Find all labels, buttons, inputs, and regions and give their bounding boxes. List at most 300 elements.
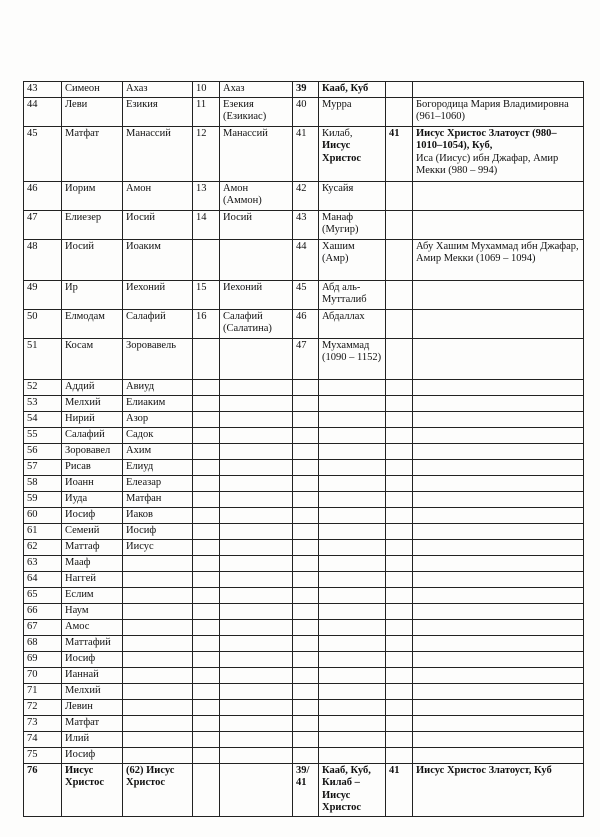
cell-name-col4: [319, 732, 386, 748]
cell-name-col2: [123, 380, 193, 396]
cell-name-col2: [123, 281, 193, 310]
cell-name-col3: [220, 444, 293, 460]
cell-row-number-3: [293, 652, 319, 668]
cell-row-number-3: [293, 684, 319, 700]
cell-name-col5: [413, 604, 584, 620]
cell-row-number-4: [386, 556, 413, 572]
name-col1-text: Салафий: [65, 429, 105, 440]
cell-name-col2: [123, 652, 193, 668]
name-col1-text: Нирий: [65, 413, 95, 424]
cell-name-col1: [62, 98, 123, 127]
row-number-3-text: 44: [296, 241, 307, 252]
name-col4-text: Мухаммад (1090 – 1152): [322, 340, 382, 364]
table-row: [24, 240, 584, 281]
cell-name-col3: [220, 380, 293, 396]
cell-row-number: [24, 460, 62, 476]
name-col4-text: Килаб,: [322, 128, 353, 139]
cell-name-col1: [62, 476, 123, 492]
cell-name-col4: [319, 700, 386, 716]
cell-row-number-2: [193, 444, 220, 460]
cell-row-number-2: [193, 82, 220, 98]
table-row: [24, 476, 584, 492]
row-number-text: 61: [27, 525, 38, 536]
cell-name-col2: [123, 588, 193, 604]
cell-row-number-3: [293, 211, 319, 240]
cell-name-col5: [413, 588, 584, 604]
row-number-3-text: 39/ 41: [296, 765, 310, 789]
cell-name-col2: [123, 82, 193, 98]
cell-row-number: [24, 281, 62, 310]
cell-row-number-3: [293, 524, 319, 540]
name-col1-text: Елмодам: [65, 311, 105, 322]
cell-row-number-2: [193, 572, 220, 588]
cell-name-col5: [413, 396, 584, 412]
cell-row-number-2: [193, 412, 220, 428]
cell-name-col3: [220, 716, 293, 732]
cell-row-number: [24, 508, 62, 524]
cell-name-col4: [319, 444, 386, 460]
row-number-text: 64: [27, 573, 38, 584]
name-col1-text: Мааф: [65, 557, 91, 568]
cell-row-number-2: [193, 339, 220, 380]
table-row: [24, 82, 584, 98]
cell-row-number-2: [193, 281, 220, 310]
name-col3-text: Иосий: [223, 212, 252, 223]
cell-row-number-4: [386, 604, 413, 620]
name-col1-text: Маттаф: [65, 541, 100, 552]
cell-row-number-3: [293, 396, 319, 412]
cell-row-number: [24, 540, 62, 556]
cell-row-number-2: [193, 588, 220, 604]
cell-name-col1: [62, 240, 123, 281]
cell-row-number-4: [386, 668, 413, 684]
name-col2-text: Иисус: [126, 541, 154, 552]
cell-name-col1: [62, 339, 123, 380]
cell-name-col5: [413, 748, 584, 764]
cell-row-number: [24, 127, 62, 182]
row-number-text: 76: [27, 765, 38, 776]
table-row: [24, 98, 584, 127]
cell-name-col5: [413, 700, 584, 716]
name-col1-text: Илий: [65, 733, 90, 744]
table-row: [24, 444, 584, 460]
name-col2-text: Езикия: [126, 99, 158, 110]
cell-name-col4: [319, 428, 386, 444]
cell-row-number-2: [193, 540, 220, 556]
cell-name-col5: [413, 182, 584, 211]
cell-name-col2: [123, 492, 193, 508]
cell-name-col2: [123, 339, 193, 380]
cell-row-number-3: [293, 508, 319, 524]
cell-row-number-2: [193, 556, 220, 572]
cell-row-number-3: [293, 700, 319, 716]
cell-row-number-4: [386, 396, 413, 412]
cell-name-col2: [123, 444, 193, 460]
cell-name-col1: [62, 652, 123, 668]
cell-row-number: [24, 668, 62, 684]
cell-row-number: [24, 700, 62, 716]
cell-name-col2: [123, 412, 193, 428]
cell-name-col2: [123, 524, 193, 540]
cell-row-number-4: [386, 508, 413, 524]
name-col5-text: Иисус Христос Златоуст, Куб: [416, 765, 552, 776]
cell-name-col4: [319, 460, 386, 476]
name-col1-text: Иисус Христос: [65, 765, 105, 789]
cell-row-number: [24, 310, 62, 339]
cell-row-number-2: [193, 620, 220, 636]
cell-name-col4: [319, 684, 386, 700]
cell-row-number-2: [193, 460, 220, 476]
cell-row-number-2: [193, 310, 220, 339]
cell-name-col2: [123, 716, 193, 732]
cell-row-number-4: [386, 444, 413, 460]
cell-name-col5: [413, 764, 584, 817]
cell-name-col4: [319, 492, 386, 508]
cell-name-col4: [319, 668, 386, 684]
cell-row-number-2: [193, 764, 220, 817]
cell-name-col1: [62, 572, 123, 588]
name-col1-text: Мелхий: [65, 685, 101, 696]
cell-name-col3: [220, 508, 293, 524]
name-col4-text: Манаф (Мугир): [322, 212, 359, 236]
table-row: [24, 524, 584, 540]
cell-row-number-3: [293, 281, 319, 310]
cell-row-number-2: [193, 182, 220, 211]
cell-name-col2: [123, 620, 193, 636]
cell-row-number: [24, 636, 62, 652]
row-number-2-text: 15: [196, 282, 207, 293]
cell-name-col4: [319, 556, 386, 572]
cell-name-col1: [62, 588, 123, 604]
cell-name-col1: [62, 508, 123, 524]
table-row: [24, 732, 584, 748]
table-row: [24, 684, 584, 700]
cell-row-number-3: [293, 636, 319, 652]
cell-name-col5: [413, 428, 584, 444]
cell-name-col1: [62, 540, 123, 556]
name-col1-text: Матфат: [65, 128, 100, 139]
name-col1-text: Наум: [65, 605, 89, 616]
name-col2-text: Азор: [126, 413, 149, 424]
row-number-text: 44: [27, 99, 38, 110]
name-col2-text: Иоаким: [126, 241, 161, 252]
cell-row-number-2: [193, 508, 220, 524]
cell-name-col5: [413, 540, 584, 556]
cell-name-col2: [123, 476, 193, 492]
cell-row-number-2: [193, 380, 220, 396]
cell-name-col1: [62, 620, 123, 636]
cell-row-number-4: [386, 182, 413, 211]
name-col1-text: Левин: [65, 701, 93, 712]
cell-row-number-2: [193, 492, 220, 508]
cell-name-col4: [319, 82, 386, 98]
name-col2-text: Елиаким: [126, 397, 166, 408]
cell-row-number-2: [193, 748, 220, 764]
row-number-text: 49: [27, 282, 38, 293]
cell-row-number-3: [293, 492, 319, 508]
cell-name-col2: [123, 764, 193, 817]
cell-row-number-4: [386, 281, 413, 310]
cell-name-col4: [319, 281, 386, 310]
cell-name-col5: [413, 98, 584, 127]
table-row: [24, 508, 584, 524]
cell-name-col2: [123, 127, 193, 182]
cell-row-number: [24, 428, 62, 444]
cell-name-col3: [220, 732, 293, 748]
cell-name-col4: [319, 339, 386, 380]
table-row: [24, 182, 584, 211]
cell-row-number-4: [386, 716, 413, 732]
cell-name-col3: [220, 98, 293, 127]
row-number-4-text: 41: [389, 765, 400, 776]
cell-row-number-3: [293, 182, 319, 211]
cell-row-number-3: [293, 588, 319, 604]
cell-name-col4: [319, 476, 386, 492]
cell-row-number-4: [386, 412, 413, 428]
cell-name-col3: [220, 211, 293, 240]
row-number-text: 55: [27, 429, 38, 440]
row-number-text: 58: [27, 477, 38, 488]
cell-name-col2: [123, 98, 193, 127]
cell-row-number-4: [386, 240, 413, 281]
cell-row-number-3: [293, 668, 319, 684]
row-number-text: 69: [27, 653, 38, 664]
cell-row-number: [24, 476, 62, 492]
row-number-text: 56: [27, 445, 38, 456]
cell-name-col5: [413, 127, 584, 182]
cell-name-col5: [413, 572, 584, 588]
row-number-3-text: 45: [296, 282, 307, 293]
cell-name-col1: [62, 524, 123, 540]
cell-name-col3: [220, 460, 293, 476]
name-col1-text: Рисав: [65, 461, 91, 472]
cell-name-col5: [413, 556, 584, 572]
name-col1-text: Иосиф: [65, 749, 96, 760]
cell-name-col5: [413, 636, 584, 652]
cell-name-col3: [220, 428, 293, 444]
cell-name-col3: [220, 764, 293, 817]
cell-row-number-4: [386, 764, 413, 817]
name-col3-text: Манассий: [223, 128, 268, 139]
name-col2-text: Матфан: [126, 493, 162, 504]
table-row: [24, 556, 584, 572]
cell-row-number: [24, 444, 62, 460]
cell-row-number-4: [386, 428, 413, 444]
cell-row-number: [24, 339, 62, 380]
cell-name-col2: [123, 540, 193, 556]
cell-name-col4: [319, 127, 386, 182]
cell-row-number-4: [386, 620, 413, 636]
cell-name-col1: [62, 281, 123, 310]
row-number-text: 50: [27, 311, 38, 322]
cell-row-number-2: [193, 428, 220, 444]
cell-row-number-2: [193, 684, 220, 700]
name-col3-text: Иехоний: [223, 282, 263, 293]
cell-row-number-4: [386, 492, 413, 508]
cell-name-col2: [123, 668, 193, 684]
cell-row-number: [24, 82, 62, 98]
table-row: [24, 604, 584, 620]
cell-name-col4: [319, 182, 386, 211]
cell-name-col3: [220, 556, 293, 572]
cell-row-number: [24, 652, 62, 668]
row-number-text: 54: [27, 413, 38, 424]
name-col1-text: Иосиф: [65, 653, 96, 664]
name-col2-text: Иехоний: [126, 282, 166, 293]
cell-row-number: [24, 98, 62, 127]
name-col2-text: Иосиф: [126, 525, 157, 536]
row-number-3-text: 47: [296, 340, 307, 351]
cell-name-col4: [319, 620, 386, 636]
cell-name-col1: [62, 716, 123, 732]
name-col4-text: Кааб, Куб: [322, 83, 369, 94]
cell-name-col3: [220, 310, 293, 339]
cell-name-col5: [413, 444, 584, 460]
cell-row-number-3: [293, 540, 319, 556]
genealogy-table: [23, 81, 584, 817]
cell-row-number: [24, 604, 62, 620]
cell-row-number: [24, 211, 62, 240]
cell-name-col5: [413, 240, 584, 281]
cell-row-number-4: [386, 524, 413, 540]
cell-name-col3: [220, 748, 293, 764]
name-col1-text: Косам: [65, 340, 94, 351]
cell-row-number-3: [293, 476, 319, 492]
name-col2-text: Елеазар: [126, 477, 162, 488]
cell-name-col4: [319, 604, 386, 620]
cell-name-col5: [413, 716, 584, 732]
cell-name-col4: [319, 764, 386, 817]
row-number-text: 57: [27, 461, 38, 472]
cell-row-number: [24, 588, 62, 604]
cell-name-col3: [220, 524, 293, 540]
cell-name-col2: [123, 604, 193, 620]
cell-name-col5: [413, 460, 584, 476]
name-col4-text: Кусайя: [322, 183, 354, 194]
row-number-3-text: 42: [296, 183, 307, 194]
name-col4-text: Абд аль-Мутталиб: [322, 282, 367, 306]
row-number-3-text: 46: [296, 311, 307, 322]
name-col2-text: Манассий: [126, 128, 171, 139]
cell-name-col2: [123, 572, 193, 588]
cell-name-col1: [62, 428, 123, 444]
table-row: [24, 339, 584, 380]
cell-name-col4: [319, 380, 386, 396]
cell-row-number-4: [386, 380, 413, 396]
table-row: [24, 127, 584, 182]
cell-name-col2: [123, 182, 193, 211]
cell-row-number: [24, 716, 62, 732]
table-row: [24, 636, 584, 652]
cell-name-col3: [220, 476, 293, 492]
cell-name-col1: [62, 684, 123, 700]
cell-row-number-4: [386, 588, 413, 604]
row-number-2-text: 13: [196, 183, 207, 194]
cell-name-col3: [220, 127, 293, 182]
row-number-text: 66: [27, 605, 38, 616]
name-col2-text: Иаков: [126, 509, 154, 520]
cell-name-col3: [220, 620, 293, 636]
cell-row-number: [24, 396, 62, 412]
cell-name-col2: [123, 211, 193, 240]
row-number-text: 53: [27, 397, 38, 408]
cell-row-number-2: [193, 732, 220, 748]
cell-name-col1: [62, 748, 123, 764]
cell-name-col2: [123, 460, 193, 476]
cell-row-number: [24, 492, 62, 508]
cell-row-number-4: [386, 700, 413, 716]
cell-name-col3: [220, 588, 293, 604]
cell-name-col1: [62, 412, 123, 428]
name-col4-text: Абдаллах: [322, 311, 365, 322]
cell-row-number-3: [293, 764, 319, 817]
name-col1-text: Елиезер: [65, 212, 102, 223]
cell-name-col3: [220, 540, 293, 556]
cell-name-col2: [123, 556, 193, 572]
table-row: [24, 588, 584, 604]
cell-row-number-4: [386, 684, 413, 700]
table-row: [24, 572, 584, 588]
cell-row-number-4: [386, 127, 413, 182]
cell-row-number-3: [293, 604, 319, 620]
cell-name-col5: [413, 492, 584, 508]
name-col4-extra-text: Иисус Христос: [322, 140, 362, 164]
row-number-text: 45: [27, 128, 38, 139]
cell-row-number: [24, 764, 62, 817]
cell-row-number-4: [386, 732, 413, 748]
name-col1-text: Иосиф: [65, 509, 96, 520]
cell-name-col1: [62, 211, 123, 240]
cell-row-number-4: [386, 460, 413, 476]
table-row: [24, 428, 584, 444]
row-number-text: 70: [27, 669, 38, 680]
cell-name-col5: [413, 281, 584, 310]
name-col1-text: Леви: [65, 99, 88, 110]
cell-row-number-4: [386, 339, 413, 380]
cell-row-number-3: [293, 310, 319, 339]
cell-name-col2: [123, 396, 193, 412]
cell-name-col4: [319, 310, 386, 339]
name-col1-text: Иоанн: [65, 477, 94, 488]
row-number-2-text: 14: [196, 212, 207, 223]
name-col5-text: Иисус Христос Златоуст (980–1010–1054), Куб,: [416, 128, 557, 152]
cell-name-col4: [319, 588, 386, 604]
cell-name-col1: [62, 700, 123, 716]
cell-row-number-4: [386, 636, 413, 652]
cell-row-number-3: [293, 380, 319, 396]
row-number-4-text: 41: [389, 128, 400, 139]
row-number-3-text: 41: [296, 128, 307, 139]
name-col1-text: Наггей: [65, 573, 96, 584]
row-number-text: 74: [27, 733, 38, 744]
table-row: [24, 540, 584, 556]
name-col1-text: Иорим: [65, 183, 96, 194]
cell-row-number-2: [193, 524, 220, 540]
cell-name-col3: [220, 82, 293, 98]
cell-row-number-2: [193, 652, 220, 668]
cell-name-col5: [413, 684, 584, 700]
cell-row-number-4: [386, 82, 413, 98]
cell-name-col4: [319, 98, 386, 127]
cell-name-col5: [413, 339, 584, 380]
cell-name-col5: [413, 732, 584, 748]
cell-row-number-3: [293, 412, 319, 428]
cell-name-col1: [62, 732, 123, 748]
cell-name-col4: [319, 652, 386, 668]
row-number-2-text: 11: [196, 99, 207, 110]
cell-name-col2: [123, 700, 193, 716]
cell-name-col1: [62, 492, 123, 508]
